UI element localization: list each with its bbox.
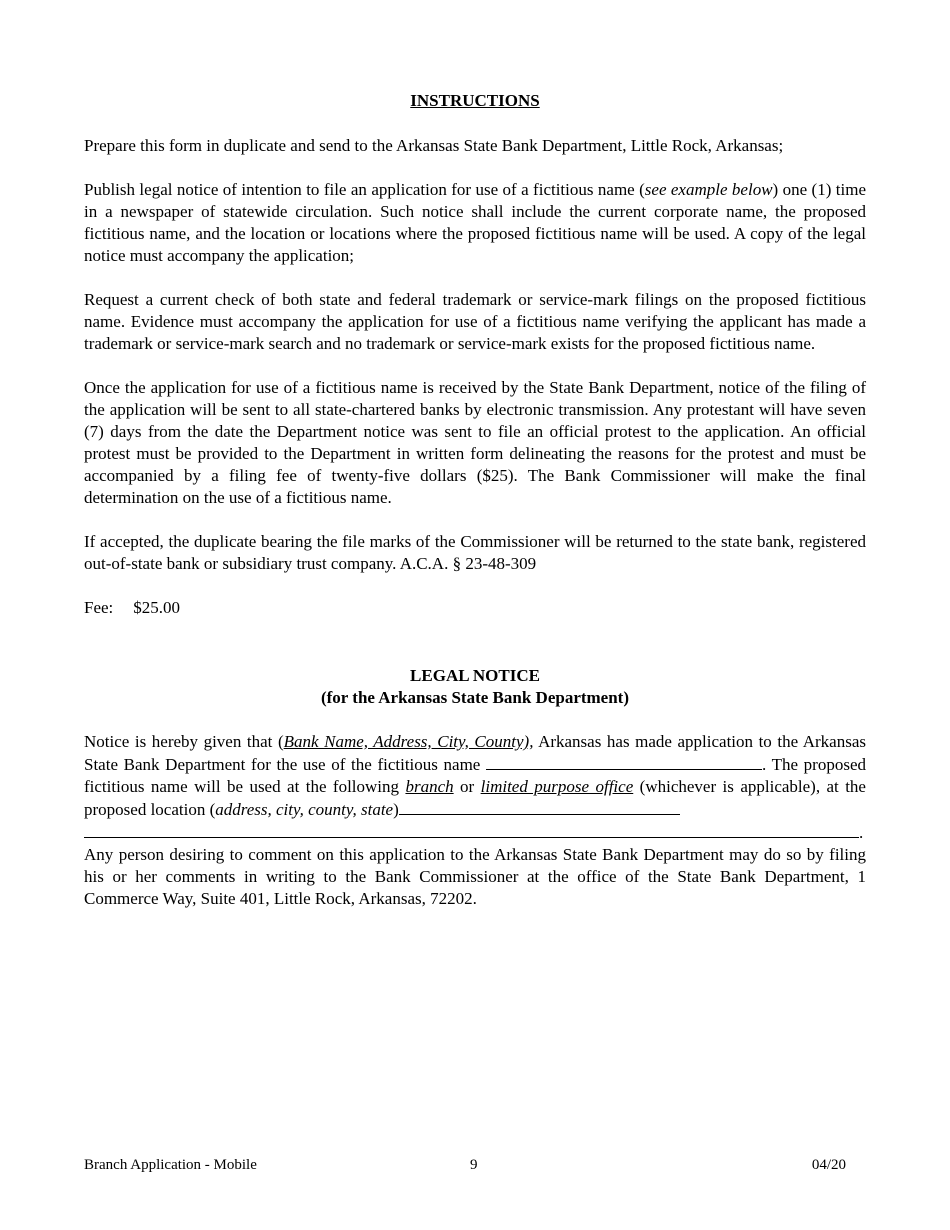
location-blank-continued[interactable] bbox=[84, 821, 859, 838]
instruction-text: ) one (1) time in a newspaper of statewide circulation. Such notice shall include the current corporate name, the proposed fictitious name, and the location or locations where the proposed fictitious name will be used. A copy of the legal notice must accompany the application; bbox=[84, 180, 866, 265]
notice-text: (whichever is applicable), at the proposed location ( bbox=[84, 777, 866, 819]
bank-name-placeholder: Bank Name, Address, City, County), bbox=[283, 732, 534, 751]
instruction-paragraph-5 bbox=[84, 531, 866, 575]
instruction-text: Publish legal notice of intention to file an application for use of a fictitious name ( bbox=[84, 180, 645, 199]
notice-period: . bbox=[859, 823, 864, 842]
notice-period: . bbox=[762, 755, 767, 774]
notice-text: or bbox=[453, 777, 481, 796]
notice-text: The proposed fictitious name will be used at the following bbox=[84, 755, 866, 796]
comment-paragraph bbox=[84, 844, 866, 910]
instructions-title: INSTRUCTIONS bbox=[410, 91, 540, 110]
footer-form-name: Branch Application - Mobile bbox=[84, 1157, 257, 1173]
instruction-paragraph-2 bbox=[84, 179, 866, 267]
notice-text: Notice is hereby given that ( bbox=[84, 732, 284, 751]
legal-notice-heading bbox=[84, 665, 866, 709]
limited-purpose-office-option: limited purpose office bbox=[480, 777, 634, 796]
location-blank[interactable] bbox=[399, 798, 680, 815]
document-page bbox=[84, 90, 866, 910]
legal-notice-subtitle: (for the Arkansas State Bank Department) bbox=[320, 688, 630, 707]
instruction-paragraph-1 bbox=[84, 135, 866, 157]
example-reference: see example below bbox=[644, 180, 773, 199]
notice-text: Arkansas has made application to the Arkansas State Bank Department for the use of the fictitious name bbox=[84, 732, 867, 774]
instruction-text: Request a current check of both state and federal trademark or service-mark filings on the proposed fictitious name. Evidence must accompany the application for use of a fictitious name verifying the applicant has made a trademark or service-mark search and no trademark or service-mark exists for the proposed fictitious name. bbox=[84, 290, 866, 353]
instruction-paragraph-4 bbox=[84, 377, 866, 509]
footer-date: 04/20 bbox=[811, 1157, 846, 1173]
legal-notice-title: LEGAL NOTICE bbox=[410, 666, 540, 685]
branch-option: branch bbox=[405, 777, 454, 796]
location-placeholder: address, city, county, state bbox=[215, 800, 394, 819]
instruction-paragraph-3 bbox=[84, 289, 866, 355]
fictitious-name-blank[interactable] bbox=[486, 753, 762, 770]
instruction-text: If accepted, the duplicate bearing the file marks of the Commissioner will be returned to the state bank, registered out-of-state bank or subsidiary trust company. A.C.A. § 23-48-309 bbox=[84, 532, 866, 573]
footer-page-number: 9 bbox=[470, 1157, 478, 1173]
fee-label: Fee: bbox=[84, 598, 114, 617]
notice-text: Any person desiring to comment on this application to the Arkansas State Bank Department may do so by filing his or her comments in writing to the Bank Commissioner at the office of the State Bank Department, 1 Commerce Way, Suite 401, Little Rock, Arkansas, 72202. bbox=[84, 845, 866, 908]
instruction-text: Prepare this form in duplicate and send to the Arkansas State Bank Department, Little Rock, Arkansas; bbox=[84, 136, 784, 155]
notice-paragraph bbox=[84, 731, 866, 844]
legal-notice-body bbox=[84, 731, 866, 910]
notice-text: ) bbox=[393, 800, 399, 819]
instruction-text: Once the application for use of a fictitious name is received by the State Bank Department, notice of the filing of the application will be sent to all state-chartered banks by electronic transmission. Any protestant will have seven (7) days from the date the Department notice was sent to file an official protest to the application. An official protest must be provided to the Department in written form delineating the reasons for the protest and must be accompanied by a filing fee of twenty-five dollars ($25). The Bank Commissioner will make the final determination on the use of a fictitious name. bbox=[84, 378, 866, 507]
fee-line bbox=[84, 597, 866, 619]
fee-amount: $25.00 bbox=[133, 598, 181, 617]
